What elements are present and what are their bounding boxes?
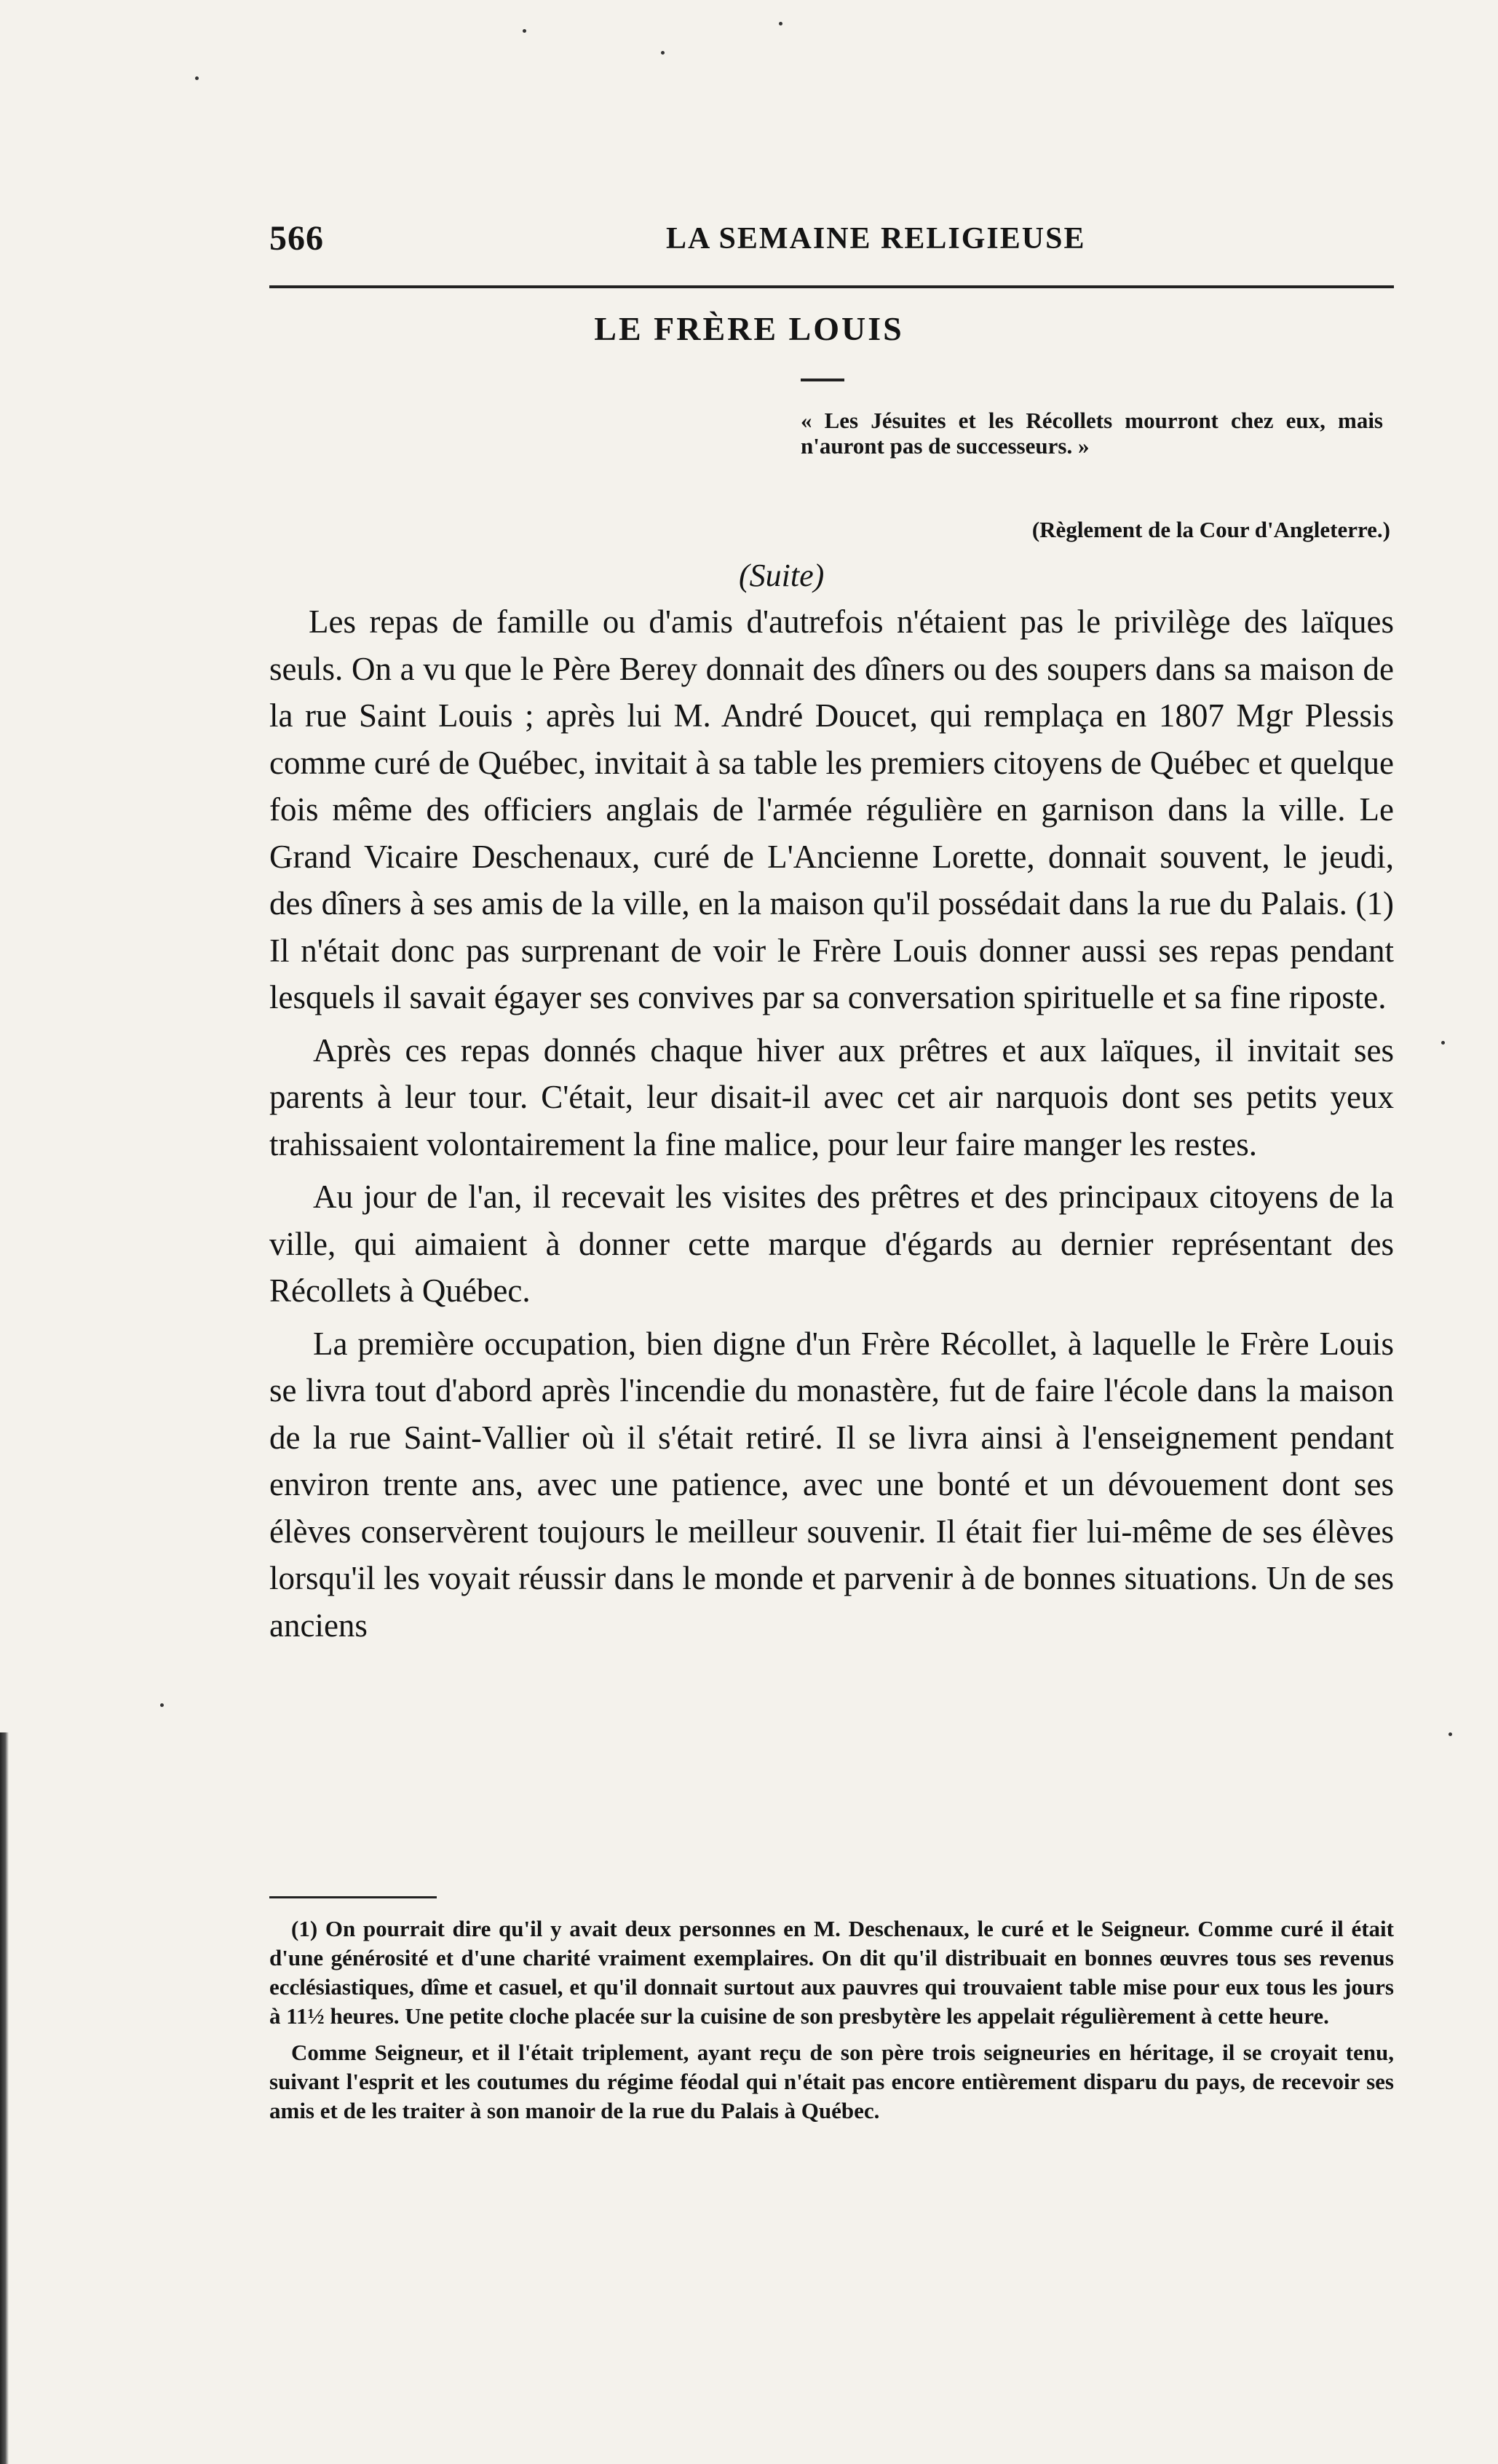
footnote: Comme Seigneur, et il l'était triplement, ayant reçu de son père trois seigneuries en héritage, il se croyait tenu, suivant l'esprit et les coutumes du régime féodal qui n'était pas encore entièrement disparu du pays, de recevoir ses amis et de les traiter à son manoir de la rue du Palais à Québec. [269,2040,1394,2123]
continued-label: (Suite) [739,558,825,593]
paragraph: Les repas de famille ou d'amis d'autrefois n'étaient pas le privilège des laïques seuls. On a vu que le Père Berey donnait des dîners ou des soupers dans sa maison de la rue Saint Louis ; après lui M. André Doucet, qui remplaça en 1807 Mgr Plessis comme curé de Québec, invitait à sa table les premiers citoyens de Québec et quelque fois même des officiers anglais de l'armée régulière en garnison dans la ville. Le Grand Vicaire Deschenaux, curé de L'Ancienne Lorette, donnait souvent, le jeudi, des dîners à ses amis de la ville, en la maison qu'il possédait dans la rue du Palais. (1) Il n'était donc pas surprenant de voir le Frère Louis donner aussi ses repas pendant lesquels il savait égayer ses convives par sa conversation spirituelle et sa fine riposte. [269,603,1394,1015]
epigraph-source: (Règlement de la Cour d'Angleterre.) [1031,517,1390,542]
title-dash [801,379,844,381]
scan-speck [1449,1732,1452,1736]
header-rule [269,285,1394,288]
paragraph: La première occupation, bien digne d'un Frère Récollet, à laquelle le Frère Louis se livra tout d'abord après l'incendie du monastère, fut de faire l'école dans la maison de la rue Saint-Vallier où il s'était retiré. Il se livra ainsi à l'enseignement pendant environ trente ans, avec une patience, avec une bonté et un dévouement dont ses élèves conservèrent toujours le meilleur souvenir. Il était fier lui-même de ses élèves lorsqu'il les voyait réussir dans le monde et parvenir à de bonnes situations. Un de ses anciens [269,1325,1394,1644]
paragraph: Après ces repas donnés chaque hiver aux prêtres et aux laïques, il invitait ses parents à leur tour. C'était, leur disait-il avec cet air narquois dont ses petits yeux trahissaient volontairement la fine malice, pour leur faire manger les restes. [269,1031,1394,1162]
page-number: 566 [269,219,324,258]
paragraph: Au jour de l'an, il recevait les visites des prêtres et des principaux citoyens de la ville, qui aimaient à donner cette marque d'égards au dernier représentant des Récollets à Québec. [269,1178,1394,1309]
epigraph: « Les Jésuites et les Récollets mourront chez eux, mais n'auront pas de successeurs. » [801,408,1383,459]
running-title: LA SEMAINE RELIGIEUSE [666,222,1086,255]
scan-speck [160,1703,164,1707]
scan-speck [195,76,199,80]
scan-speck [523,29,526,33]
footnote-rule [269,1896,437,1898]
footnote: (1) On pourrait dire qu'il y avait deux personnes en M. Deschenaux, le curé et le Seigneur. Comme curé il était d'une générosité et d'une charité vraiment exemplaires. On dit qu'il distribuait en bonnes œuvres tous ses revenus ecclésiastiques, dîme et casuel, et qu'il donnait surtout aux pauvres qui trouvaient table mise pour eux tous les jours à 11½ heures. Une petite cloche placée sur la cuisine de son presbytère les appelait régulièrement à cette heure. [269,1916,1394,2029]
page-header [269,218,1394,262]
binding-edge-shadow [0,1732,9,2464]
body-text [269,598,1394,1649]
scan-speck [1441,1041,1445,1045]
chapter-title: LE FRÈRE LOUIS [594,310,904,347]
scan-speck [779,22,782,25]
scan-speck [661,51,665,55]
footnotes [269,1914,1394,2126]
